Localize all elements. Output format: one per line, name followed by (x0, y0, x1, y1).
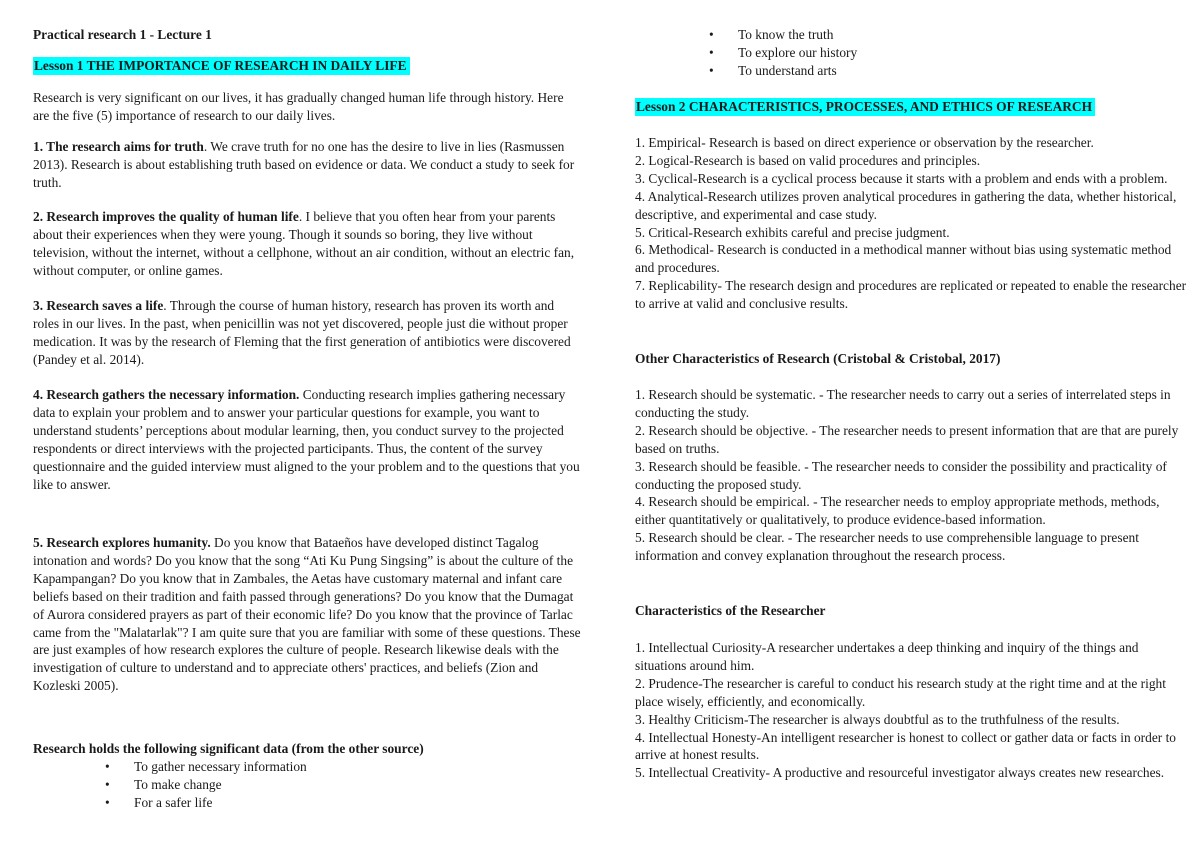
other-characteristics-heading: Other Characteristics of Research (Cristobal & Cristobal, 2017) (635, 351, 1001, 366)
lesson2-heading-text: Lesson 2 CHARACTERISTICS, PROCESSES, AND ETHICS OF RESEARCH (636, 99, 1093, 114)
point-3-label: 3. Research saves a life (33, 298, 164, 313)
list-item-label: To make change (134, 776, 222, 792)
list-item-label: To explore our history (738, 44, 858, 60)
point-2 (33, 208, 583, 280)
point-1-text: . We crave truth for no one has the desire to live in lies (Rasmussen 2013). Research is about establishing truth based on evidence or data. We conduct a study to seek for truth. (33, 139, 575, 190)
list-item (709, 26, 857, 44)
other-characteristics-list: 1. Research should be systematic. - The researcher needs to carry out a series of interrelated steps in conducting the study. 2. Research should be objective. - The researcher needs to present information that are that are purely based on truths. 3. Research should be feasible. - The researcher needs to consider the possibility and practicality of conducting the proposed study. 4. Research should be empirical. - The researcher needs to employ appropriate methods, methods, either quantitatively or qualitatively, to produce evidence-based information. 5. Research should be clear. - The researcher needs to use comprehensible language to present information and convey explanation throughout the research process. (635, 387, 1179, 564)
point-4-text: Conducting research implies gathering necessary data to explain your problem and to answer your particular questions for example, you want to understand students’ perceptions about modular learning, then, you conduct survey to the projected respondents or direct interviews with the projected participants. Thus, the content of the survey questionnaire and the guided interview must aligned to the your problem and to the questions that you like to answer. (33, 387, 580, 492)
bullet-icon: • (709, 44, 714, 60)
continued-list (709, 26, 857, 80)
bullet-icon: • (105, 759, 110, 774)
bullet-icon: • (709, 27, 714, 42)
point-4-label: 4. Research gathers the necessary information. (33, 387, 300, 402)
point-1-label: 1. The research aims for truth (33, 139, 204, 154)
researcher-characteristics-list: 1. Intellectual Curiosity-A researcher undertakes a deep thinking and inquiry of the things and situations around him. 2. Prudence-The researcher is careful to conduct his research study at the right time and at the right place wisely, efficiently, and economically. 3. Healthy Criticism-The researcher is always doubtful as to the truthfulness of the results. 4. Intellectual Honesty-An intelligent researcher is honest to collect or gather data or facts in order to arrive at honest results. 5. Intellectual Creativity- A productive and resourceful investigator always creates new researches. (635, 640, 1177, 781)
point-5 (33, 534, 583, 695)
lesson1-intro: Research is very significant on our lives, it has gradually changed human life through history. Here are the five (5) importance of research to our daily lives. (33, 90, 564, 123)
list-item (105, 758, 307, 776)
list-item-label: For a safer life (134, 794, 213, 810)
list-item (105, 776, 307, 794)
lesson2-heading (635, 98, 1095, 116)
lesson1-heading-text: Lesson 1 THE IMPORTANCE OF RESEARCH IN DAILY LIFE (34, 58, 407, 73)
point-5-label: 5. Research explores humanity. (33, 535, 211, 550)
list-item (709, 62, 857, 80)
point-5-text: Do you know that Bataeños have developed distinct Tagalog intonation and words? Do you know that the song “Ati Ku Pung Singsing” is about the culture of the Kapampangan? Do you know that in Zambales, the Aetas have customary maternal and infant care beliefs based on their tradition and faith passed through generations? Do you know that the Dumagat of Aurora considered prayers as part of their economic life? Do you know that the province of Tarlac came from the "Malatarlak"? I am quite sure that you are familiar with some of these questions. These are just examples of how research explores the culture of people. Research likewise deals with the investigation of culture to understand and to appreciate others' practices, and beliefs (Zion and Kozleski 2005). (33, 535, 581, 694)
point-3 (33, 297, 583, 369)
list-item-label: To gather necessary information (134, 759, 307, 774)
point-2-label: 2. Research improves the quality of human life (33, 209, 299, 224)
bullet-icon: • (105, 794, 110, 810)
researcher-characteristics-heading: Characteristics of the Researcher (635, 603, 826, 618)
document-title: Practical research 1 - Lecture 1 (33, 27, 212, 42)
point-3-text: . Through the course of human history, research has proven its worth and roles in our lives. In the past, when penicillin was not yet discovered, people just die without proper medication. It was by the research of Fleming that the first generation of antibiotics were discovered (Pandey et al. 2014). (33, 298, 571, 367)
characteristics-list: 1. Empirical- Research is based on direct experience or observation by the researcher. 2. Logical-Research is based on valid procedures and principles. 3. Cyclical-Research is a cyclical process because it starts with a problem and ends with a problem. 4. Analytical-Research utilizes proven analytical procedures in gathering the data, whether historical, descriptive, and experimental and case study. 5. Critical-Research exhibits careful and precise judgment. 6. Methodical- Research is conducted in a methodical manner without bias using systematic method and procedures. 7. Replicability- The research design and procedures are replicated or repeated to enable the researcher to arrive at valid and conclusive results. (635, 135, 1187, 312)
bullet-icon: • (105, 776, 110, 792)
list-item (105, 794, 307, 812)
list-item-label: To know the truth (738, 27, 834, 42)
point-4 (33, 386, 583, 493)
point-2-text: . I believe that you often hear from your parents about their experiences when they were young. Though it sounds so boring, they live without television, without the internet, without a cellphone, without an air condition, without an electric fan, without computer, or online games. (33, 209, 575, 278)
bullet-icon: • (709, 62, 714, 78)
lesson1-heading (33, 57, 410, 75)
list-item (709, 44, 857, 62)
significant-data-heading: Research holds the following significant data (from the other source) (33, 741, 424, 756)
point-1 (33, 138, 583, 192)
list-item-label: To understand arts (738, 62, 837, 78)
significant-data-list (105, 758, 307, 812)
